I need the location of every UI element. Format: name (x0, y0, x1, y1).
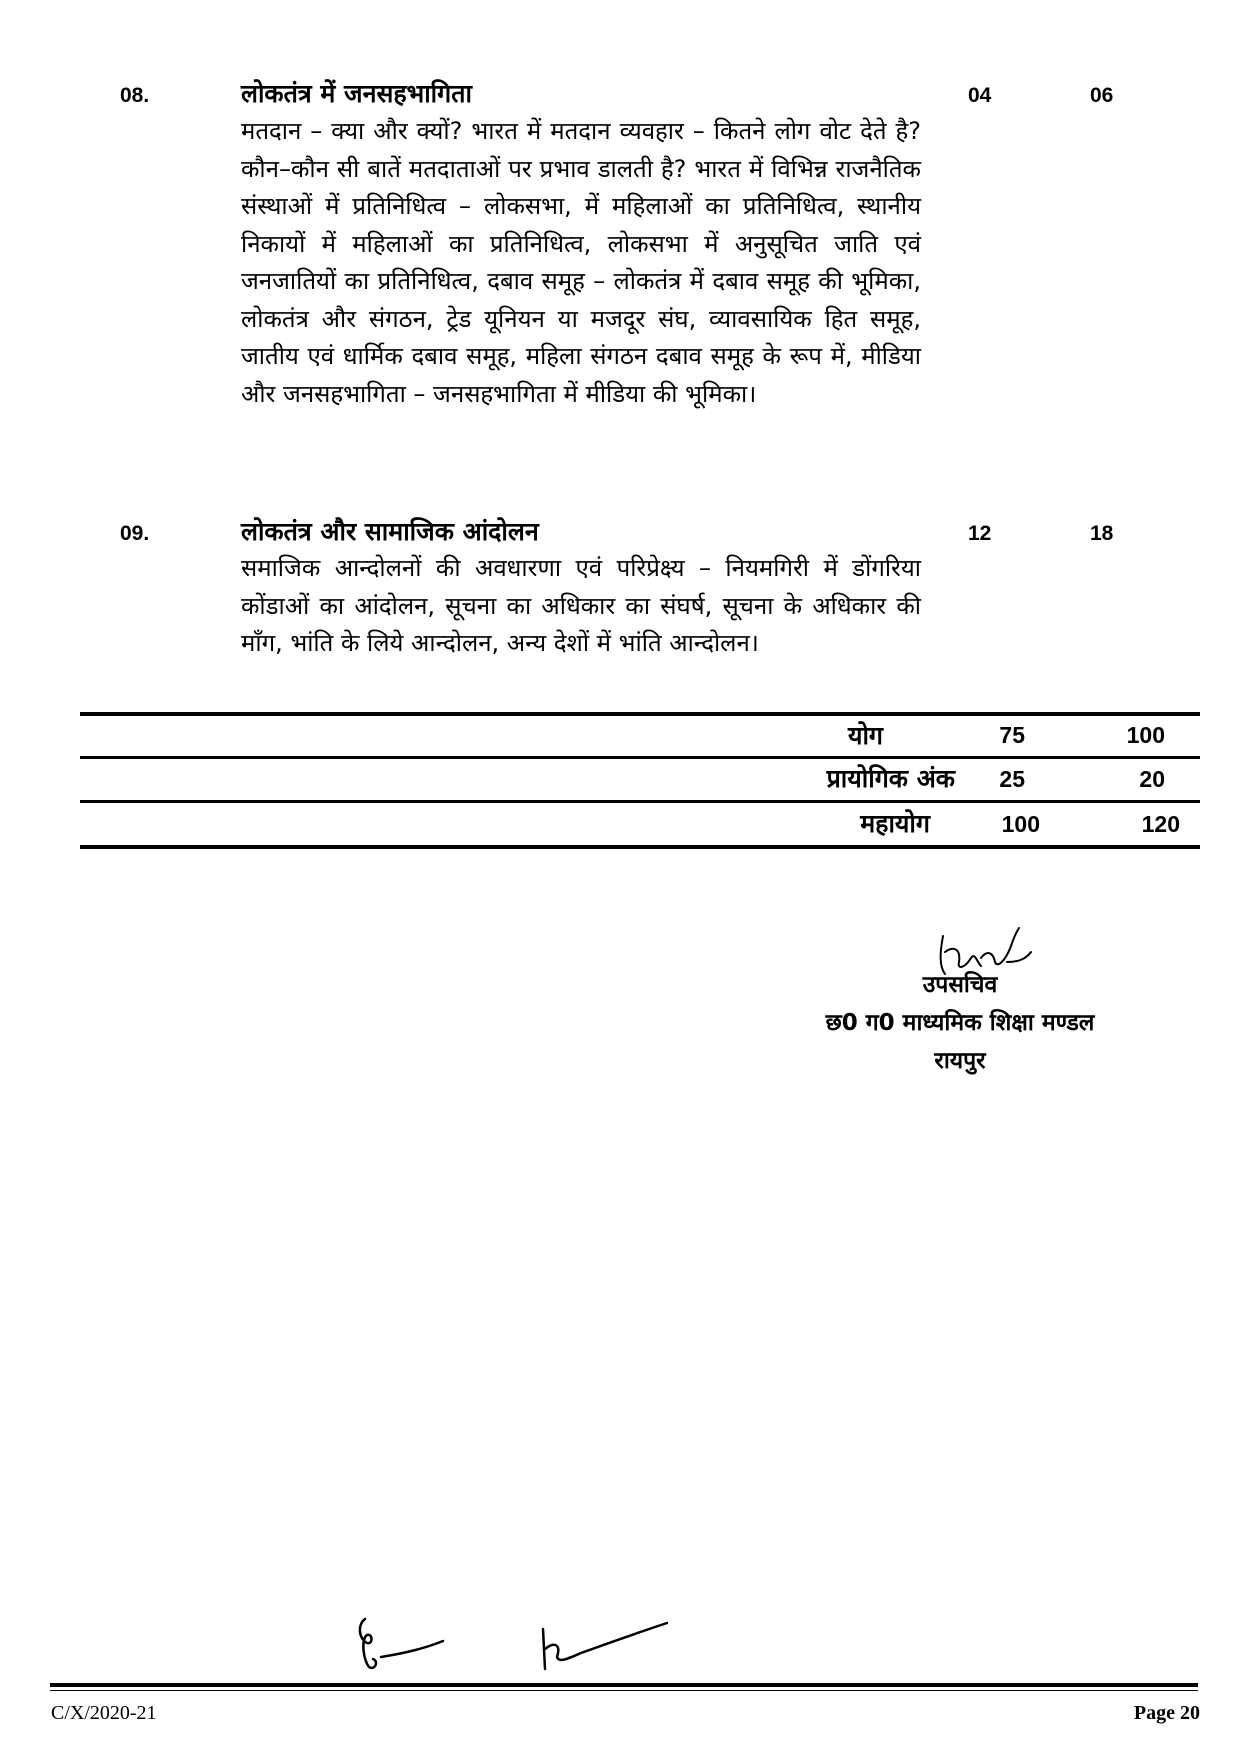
document-code: C/X/2020-21 (51, 1702, 157, 1724)
grand-total-label: महायोग (860, 809, 930, 838)
footer-rule-thin (50, 1690, 1198, 1691)
totals-top-rule (80, 712, 1200, 716)
unit-09-content: समाजिक आन्दोलनों की अवधारणा एवं परिप्रेक्ष्य – नियमगिरी में डोंगरिया कोंडाओं का आंदोलन, सूचना का अधिकार का संघर्ष, सूचना के अधिकार की माँग, भांति के लिये आन्दोलन, अन्य देशों में भांति आन्दोलन। (241, 554, 921, 657)
page-number: Page 20 (1133, 1702, 1200, 1724)
practical-theory: 25 (999, 766, 1025, 792)
practical-max: 20 (1139, 766, 1165, 792)
unit-08-mark-theory: 04 (968, 84, 992, 107)
totals-rule-1 (80, 756, 1200, 759)
footer-rule-thick (50, 1683, 1198, 1687)
unit-08-number: 08. (120, 84, 150, 107)
signatory-designation: उपसचिव (922, 972, 998, 998)
grand-total-theory: 100 (1001, 811, 1040, 837)
unit-09-number: 09. (120, 522, 150, 545)
total-theory: 75 (999, 722, 1025, 748)
initials-mark (345, 1605, 685, 1675)
unit-08-title: लोकतंत्र में जनसहभागिता (241, 79, 472, 108)
signatory-organization: छ0 ग0 माध्यमिक शिक्षा मण्डल (825, 1010, 1095, 1036)
grand-total-max: 120 (1141, 811, 1180, 837)
unit-08-content: मतदान – क्या और क्यों? भारत में मतदान व्यवहार – कितने लोग वोट देते है? कौन–कौन सी बातें मतदाताओं पर प्रभाव डालती है? भारत में विभिन्न राजनैतिक संस्थाओं में प्रतिनिधित्व – लोकसभा, में महिलाओं का प्रतिनिधित्व, स्थानीय निकायों में महिलाओं का प्रतिनिधित्व, लोकसभा में अनुसूचित जाति एवं जनजातियों का प्रतिनिधित्व, दबाव समूह – लोकतंत्र में दबाव समूह की भूमिका, लोकतंत्र और संगठन, ट्रेड यूनियन या मजदूर संघ, व्यावसायिक हित समूह, जातीय एवं धार्मिक दबाव समूह, महिला संगठन दबाव समूह के रूप में, मीडिया और जनसहभागिता – जनसहभागिता में मीडिया की भूमिका। (241, 117, 921, 408)
unit-09-title: लोकतंत्र और सामाजिक आंदोलन (241, 517, 539, 546)
practical-label: प्रायोगिक अंक (826, 764, 955, 793)
unit-09-mark-theory: 12 (968, 522, 992, 545)
total-label: योग (847, 721, 883, 750)
unit-08-mark-total: 06 (1090, 84, 1114, 107)
signatory-city: रायपुर (934, 1048, 986, 1074)
totals-bottom-rule (80, 845, 1200, 849)
unit-09-mark-total: 18 (1090, 522, 1114, 545)
total-max: 100 (1126, 722, 1165, 748)
totals-rule-2 (80, 800, 1200, 803)
